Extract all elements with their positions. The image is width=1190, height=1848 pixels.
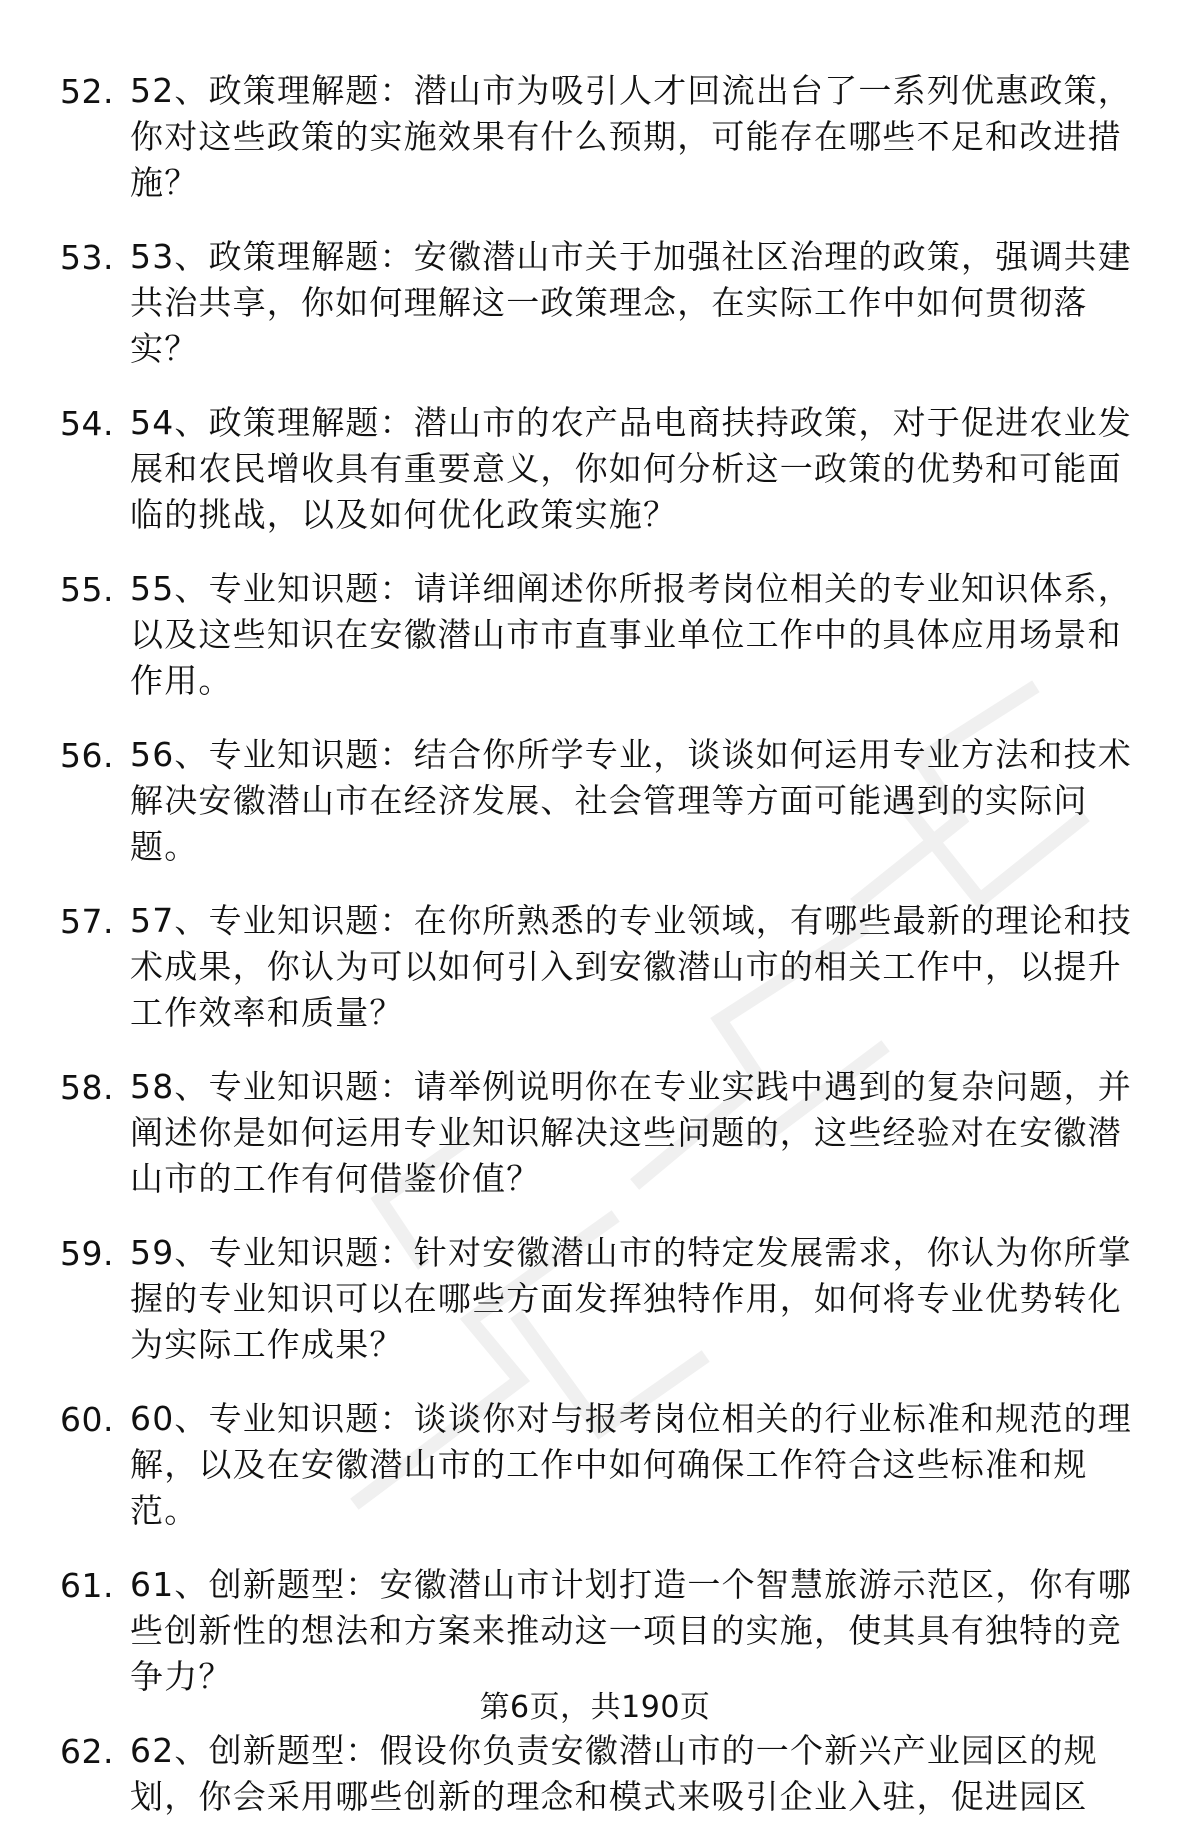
question-number: 52. xyxy=(60,72,114,111)
question-number: 61. xyxy=(60,1566,114,1605)
question-number: 57. xyxy=(60,902,114,941)
question-number: 59. xyxy=(60,1234,114,1273)
page-number-footer: 第6页，共190页 xyxy=(479,1690,711,1725)
question-number: 56. xyxy=(60,736,114,775)
list-item xyxy=(60,1396,1150,1534)
question-text: 58、专业知识题：请举例说明你在专业实践中遇到的复杂问题，并阐述你是如何运用专业知识解决这些问题的，这些经验对在安徽潜山市的工作有何借鉴价值？ xyxy=(130,1067,1132,1198)
question-text: 52、政策理解题：潜山市为吸引人才回流出台了一系列优惠政策，你对这些政策的实施效果有什么预期，可能存在哪些不足和改进措施？ xyxy=(130,71,1132,202)
question-text: 55、专业知识题：请详细阐述你所报考岗位相关的专业知识体系，以及这些知识在安徽潜山市市直事业单位工作中的具体应用场景和作用。 xyxy=(130,569,1132,700)
question-number: 54. xyxy=(60,404,114,443)
question-text: 60、专业知识题：谈谈你对与报考岗位相关的行业标准和规范的理解，以及在安徽潜山市的工作中如何确保工作符合这些标准和规范。 xyxy=(130,1399,1132,1530)
question-number: 55. xyxy=(60,570,114,609)
question-number: 60. xyxy=(60,1400,114,1439)
question-text: 54、政策理解题：潜山市的农产品电商扶持政策，对于促进农业发展和农民增收具有重要意义，你如何分析这一政策的优势和可能面临的挑战，以及如何优化政策实施？ xyxy=(130,403,1132,534)
list-item xyxy=(60,732,1150,870)
list-item xyxy=(60,1230,1150,1368)
list-item xyxy=(60,898,1150,1036)
question-text: 57、专业知识题：在你所熟悉的专业领域，有哪些最新的理论和技术成果，你认为可以如何引入到安徽潜山市的相关工作中，以提升工作效率和质量？ xyxy=(130,901,1132,1032)
question-text: 59、专业知识题：针对安徽潜山市的特定发展需求，你认为你所掌握的专业知识可以在哪些方面发挥独特作用，如何将专业优势转化为实际工作成果？ xyxy=(130,1233,1132,1364)
question-number: 62. xyxy=(60,1732,114,1771)
list-item xyxy=(60,234,1150,372)
question-text: 61、创新题型：安徽潜山市计划打造一个智慧旅游示范区，你有哪些创新性的想法和方案来推动这一项目的实施，使其具有独特的竞争力？ xyxy=(130,1565,1132,1696)
question-list xyxy=(60,68,1150,1848)
question-text: 53、政策理解题：安徽潜山市关于加强社区治理的政策，强调共建共治共享，你如何理解这一政策理念，在实际工作中如何贯彻落实？ xyxy=(130,237,1132,368)
question-text: 62、创新题型：假设你负责安徽潜山市的一个新兴产业园区的规划，你会采用哪些创新的理念和模式来吸引企业入驻，促进园区 xyxy=(130,1731,1098,1816)
question-number: 53. xyxy=(60,238,114,277)
list-item xyxy=(60,1064,1150,1202)
list-item xyxy=(60,1562,1150,1700)
list-item xyxy=(60,566,1150,704)
question-text: 56、专业知识题：结合你所学专业，谈谈如何运用专业方法和技术解决安徽潜山市在经济发展、社会管理等方面可能遇到的实际问题。 xyxy=(130,735,1132,866)
list-item xyxy=(60,400,1150,538)
list-item xyxy=(60,1728,1150,1820)
question-number: 58. xyxy=(60,1068,114,1107)
list-item xyxy=(60,68,1150,206)
